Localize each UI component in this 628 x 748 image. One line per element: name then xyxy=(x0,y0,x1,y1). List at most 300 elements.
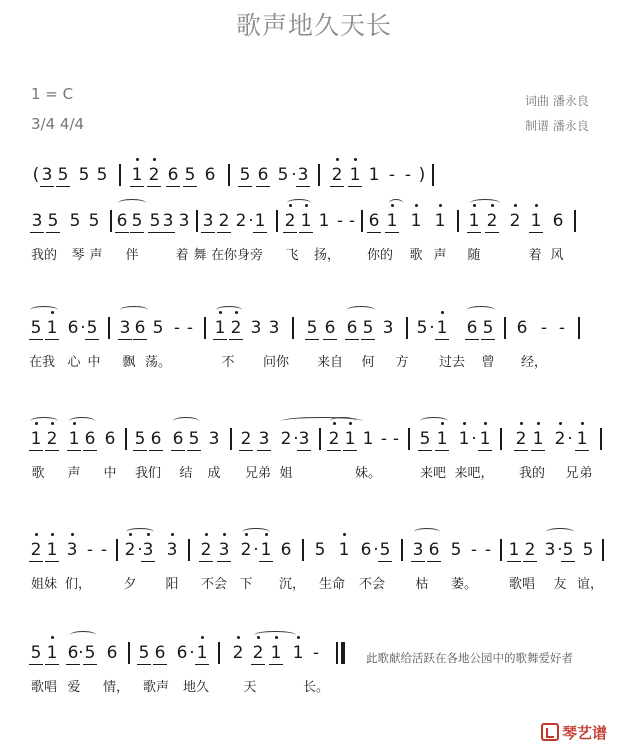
note: 2 xyxy=(240,429,252,449)
note: 1 xyxy=(46,540,58,560)
note: 5 xyxy=(78,165,90,185)
note: 3 xyxy=(218,540,230,560)
score-system-2 xyxy=(30,208,610,234)
note: 3 xyxy=(31,211,43,231)
underline-beam xyxy=(367,232,381,233)
note: 1 xyxy=(30,429,42,449)
underline-beam xyxy=(435,339,449,340)
barline xyxy=(504,317,506,339)
underline-beam xyxy=(478,450,492,451)
underline-beam xyxy=(323,339,337,340)
octave-dot-high xyxy=(71,533,74,536)
final-barline xyxy=(341,642,345,664)
note: 3 xyxy=(162,211,174,231)
note: 6 xyxy=(116,211,128,231)
underline-beam xyxy=(256,186,270,187)
note: 1 xyxy=(131,165,143,185)
underline-beam xyxy=(29,450,43,451)
lyric: 来吧， xyxy=(454,466,494,481)
note: 1 xyxy=(436,318,448,338)
lyrics-line-4 xyxy=(30,462,610,480)
note: 2 xyxy=(46,429,58,449)
note: 5 xyxy=(149,211,161,231)
octave-dot-high xyxy=(463,422,466,425)
underline-beam xyxy=(115,232,129,233)
dot-augment: · xyxy=(137,540,143,560)
underline-beam xyxy=(385,232,399,233)
note: 5 xyxy=(84,643,96,663)
underline-beam xyxy=(130,186,144,187)
barline xyxy=(361,210,363,232)
barline xyxy=(218,642,220,664)
octave-dot-high xyxy=(205,533,208,536)
dot-augment: · xyxy=(189,643,195,663)
barline xyxy=(292,317,294,339)
note: 3 xyxy=(258,429,270,449)
note: 5 xyxy=(450,540,462,560)
underline-beam xyxy=(485,232,499,233)
slur xyxy=(287,199,311,207)
lyric: 声 xyxy=(67,466,81,481)
note: 2 xyxy=(486,211,498,231)
note: 2 xyxy=(280,429,292,449)
note: 6 xyxy=(104,429,116,449)
underline-beam xyxy=(345,339,359,340)
dot-augment: · xyxy=(373,540,379,560)
lyric: 飘 xyxy=(122,355,136,370)
lyric: 兄 xyxy=(565,466,579,481)
note: 3 xyxy=(382,318,394,338)
dot-augment: · xyxy=(471,429,477,449)
underline-beam xyxy=(199,561,213,562)
underline-beam xyxy=(435,450,449,451)
note: 1 xyxy=(468,211,480,231)
note: 5 xyxy=(582,540,594,560)
slur xyxy=(470,199,500,207)
note: 5 xyxy=(239,165,251,185)
underline-beam xyxy=(45,450,59,451)
note: 2 xyxy=(148,165,160,185)
slur xyxy=(242,528,270,536)
note: 6 xyxy=(67,318,79,338)
note: ) xyxy=(418,165,426,185)
note: 5 xyxy=(184,165,196,185)
note: 5 xyxy=(306,318,318,338)
note: 1 xyxy=(300,211,312,231)
lyric: 随 xyxy=(467,248,481,263)
octave-dot-high xyxy=(559,422,562,425)
lyric: 歌唱 xyxy=(508,577,536,592)
note: 1 xyxy=(458,429,470,449)
octave-dot-high xyxy=(153,158,156,161)
lyric: 中 xyxy=(103,466,117,481)
lyric: 不会 xyxy=(200,577,228,592)
octave-dot-high xyxy=(336,158,339,161)
note: 6 xyxy=(172,429,184,449)
underline-beam xyxy=(257,450,271,451)
underline-beam xyxy=(195,664,209,665)
octave-dot-high xyxy=(136,158,139,161)
dot-augment: · xyxy=(78,643,84,663)
note: 1 xyxy=(260,540,272,560)
lyric: 不会 xyxy=(358,577,386,592)
slur xyxy=(347,306,375,314)
barline xyxy=(578,317,580,339)
note: 1 xyxy=(196,643,208,663)
octave-dot-high xyxy=(581,422,584,425)
lyric: 来吧 xyxy=(419,466,447,481)
note: 1 xyxy=(386,211,398,231)
underline-beam xyxy=(29,561,43,562)
barline xyxy=(457,210,459,232)
barline xyxy=(500,539,502,561)
underline-beam xyxy=(269,664,283,665)
note: 1 xyxy=(349,165,361,185)
note: 6 xyxy=(516,318,528,338)
note: 6 xyxy=(134,318,146,338)
slur xyxy=(70,631,96,639)
note: 2 xyxy=(515,429,527,449)
lyric: 天 xyxy=(243,680,257,695)
credits-score: 制谱 潘永良 xyxy=(525,119,589,133)
note: 1 xyxy=(576,429,588,449)
lyric: 我的 xyxy=(30,248,58,263)
note: 6 xyxy=(150,429,162,449)
barline xyxy=(116,539,118,561)
lyric: 扬， xyxy=(313,248,341,263)
barline xyxy=(401,539,403,561)
dash-hold: - xyxy=(388,165,396,185)
barline xyxy=(276,210,278,232)
note: 1 xyxy=(508,540,520,560)
note: ( xyxy=(32,165,40,185)
lyric: 方 xyxy=(395,355,409,370)
slur xyxy=(216,306,242,314)
note: 2 xyxy=(230,318,242,338)
note: 3 xyxy=(208,429,220,449)
octave-dot-high xyxy=(51,533,54,536)
note: 1 xyxy=(532,429,544,449)
lyric: 爱 xyxy=(67,680,81,695)
dedication-note: 此歌献给活跃在各地公园中的歌舞爱好者 xyxy=(366,651,573,665)
underline-beam xyxy=(29,664,43,665)
lyric: 情， xyxy=(102,680,130,695)
dash-hold: - xyxy=(186,318,194,338)
octave-dot-high xyxy=(535,204,538,207)
underline-beam xyxy=(465,339,479,340)
note: 5 xyxy=(188,429,200,449)
slur xyxy=(254,631,296,639)
lyric: 着 xyxy=(528,248,542,263)
lyric: 歌 xyxy=(409,248,423,263)
dash-hold: - xyxy=(470,540,478,560)
lyric: 姐 xyxy=(279,466,293,481)
note: 1 xyxy=(214,318,226,338)
octave-dot-high xyxy=(537,422,540,425)
note: 6 xyxy=(84,429,96,449)
underline-beam xyxy=(238,186,252,187)
note: 2 xyxy=(328,429,340,449)
dash-hold: - xyxy=(540,318,548,338)
underline-beam xyxy=(85,339,99,340)
lyric: 在我 xyxy=(28,355,56,370)
lyric: 兄弟 xyxy=(244,466,272,481)
octave-dot-high xyxy=(354,158,357,161)
note: 2 xyxy=(124,540,136,560)
slur xyxy=(467,306,495,314)
slur xyxy=(120,306,148,314)
slur xyxy=(126,528,154,536)
note: 3 xyxy=(412,540,424,560)
lyric: 过去 xyxy=(438,355,466,370)
underline-beam xyxy=(137,664,151,665)
underline-beam xyxy=(187,450,201,451)
underline-beam xyxy=(147,186,161,187)
octave-dot-high xyxy=(520,422,523,425)
note: 5 xyxy=(419,429,431,449)
underline-beam xyxy=(575,450,589,451)
barline xyxy=(110,210,112,232)
note: 3 xyxy=(297,165,309,185)
lyric: 声 xyxy=(433,248,447,263)
lyric: 歌 xyxy=(31,466,45,481)
lyric: 萎。 xyxy=(450,577,478,592)
lyric: 荡。 xyxy=(144,355,172,370)
time-signature: 3/4 4/4 xyxy=(31,115,85,133)
qinyipu-logo-icon xyxy=(541,723,559,741)
underline-beam xyxy=(327,450,341,451)
dot-augment: · xyxy=(429,318,435,338)
underline-beam xyxy=(83,664,97,665)
underline-beam xyxy=(118,339,132,340)
note: 6 xyxy=(204,165,216,185)
lyric: 伴 xyxy=(125,248,139,263)
slur xyxy=(30,306,58,314)
barline xyxy=(406,317,408,339)
underline-beam xyxy=(171,450,185,451)
slur xyxy=(30,417,58,425)
note: 2 xyxy=(240,540,252,560)
slur xyxy=(173,417,199,425)
lyric: 我的 xyxy=(518,466,546,481)
note: 6 xyxy=(280,540,292,560)
barline xyxy=(600,428,602,450)
note: 3 xyxy=(202,211,214,231)
lyric: 枯 xyxy=(415,577,429,592)
lyric: 歌声 xyxy=(142,680,170,695)
note: 1 xyxy=(344,429,356,449)
note: 1 xyxy=(318,211,330,231)
note: 2 xyxy=(30,540,42,560)
note: 6 xyxy=(346,318,358,338)
note: 2 xyxy=(284,211,296,231)
underline-beam xyxy=(45,561,59,562)
note: 2 xyxy=(554,429,566,449)
barline xyxy=(128,642,130,664)
note: 1 xyxy=(338,540,350,560)
lyric: 曾 xyxy=(481,355,495,370)
underline-beam xyxy=(411,561,425,562)
barline xyxy=(319,428,321,450)
underline-beam xyxy=(217,561,231,562)
barline xyxy=(574,210,576,232)
note: 2 xyxy=(252,643,264,663)
underline-beam xyxy=(130,232,144,233)
underline-beam xyxy=(427,561,441,562)
barline xyxy=(302,539,304,561)
underline-beam xyxy=(523,561,537,562)
lyric: 妹。 xyxy=(354,466,382,481)
lyric: 风 xyxy=(550,248,564,263)
underline-beam xyxy=(45,664,59,665)
score-system-5 xyxy=(30,537,610,563)
underline-beam xyxy=(297,450,311,451)
barline xyxy=(408,428,410,450)
octave-dot-high xyxy=(171,533,174,536)
note: 6 xyxy=(360,540,372,560)
dash-hold: - xyxy=(173,318,181,338)
dash-hold: - xyxy=(336,211,344,231)
score-system-1 xyxy=(30,162,610,188)
underline-beam xyxy=(361,339,375,340)
lyric: 友 xyxy=(553,577,567,592)
note: 5 xyxy=(57,165,69,185)
octave-dot-high xyxy=(415,204,418,207)
dash-hold: - xyxy=(348,211,356,231)
note: 1 xyxy=(46,318,58,338)
note: 5 xyxy=(138,643,150,663)
underline-beam xyxy=(283,232,297,233)
dash-hold: - xyxy=(558,318,566,338)
lyric: 们， xyxy=(64,577,92,592)
lyric: 沉， xyxy=(278,577,306,592)
underline-beam xyxy=(161,232,175,233)
lyric: 姐妹 xyxy=(30,577,58,592)
underline-beam xyxy=(30,232,44,233)
note: 1 xyxy=(434,211,446,231)
underline-beam xyxy=(467,232,481,233)
note: 6 xyxy=(106,643,118,663)
underline-beam xyxy=(299,232,313,233)
barline xyxy=(336,642,338,664)
underline-beam xyxy=(148,232,162,233)
note: 1 xyxy=(270,643,282,663)
lyric: 琴 xyxy=(71,248,85,263)
underline-beam xyxy=(348,186,362,187)
note: 3 xyxy=(66,540,78,560)
underline-beam xyxy=(153,664,167,665)
underline-beam xyxy=(531,450,545,451)
note: 3 xyxy=(268,318,280,338)
note: 1 xyxy=(292,643,304,663)
logo-text: 琴艺谱 xyxy=(562,723,608,742)
dot-augment: · xyxy=(248,211,254,231)
octave-dot-high xyxy=(237,636,240,639)
underline-beam xyxy=(529,232,543,233)
note: 1 xyxy=(46,643,58,663)
underline-beam xyxy=(133,339,147,340)
octave-dot-high xyxy=(297,636,300,639)
lyric: 阳 xyxy=(165,577,179,592)
dot-augment: · xyxy=(567,429,573,449)
note: 5 xyxy=(47,211,59,231)
lyric: 弟 xyxy=(579,466,593,481)
barline xyxy=(125,428,127,450)
note: 5 xyxy=(416,318,428,338)
dash-hold: - xyxy=(484,540,492,560)
underline-beam xyxy=(213,339,227,340)
octave-dot-high xyxy=(201,636,204,639)
octave-dot-high xyxy=(35,533,38,536)
dot-augment: · xyxy=(557,540,563,560)
note: 5 xyxy=(30,318,42,338)
note: 2 xyxy=(218,211,230,231)
note: 5 xyxy=(379,540,391,560)
underline-beam xyxy=(46,232,60,233)
note: 5 xyxy=(562,540,574,560)
lyric: 你的 xyxy=(366,248,394,263)
note: 2 xyxy=(200,540,212,560)
note: 2 xyxy=(331,165,343,185)
octave-dot-high xyxy=(439,204,442,207)
barline xyxy=(108,317,110,339)
note: 2 xyxy=(509,211,521,231)
underline-beam xyxy=(83,450,97,451)
note: 6 xyxy=(154,643,166,663)
score-system-4 xyxy=(30,426,610,452)
site-logo xyxy=(541,720,621,744)
underline-beam xyxy=(133,450,147,451)
barline xyxy=(188,539,190,561)
underline-beam xyxy=(251,664,265,665)
dash-hold: - xyxy=(404,165,412,185)
octave-dot-high xyxy=(484,422,487,425)
underline-beam xyxy=(239,450,253,451)
underline-beam xyxy=(343,450,357,451)
underline-beam xyxy=(29,339,43,340)
underline-beam xyxy=(56,186,70,187)
note: 1 xyxy=(368,165,380,185)
note: 6 xyxy=(324,318,336,338)
lyrics-line-6 xyxy=(30,676,610,694)
underline-beam xyxy=(296,186,310,187)
slur xyxy=(389,199,403,207)
underline-beam xyxy=(201,232,215,233)
note: 5 xyxy=(134,429,146,449)
note: 2 xyxy=(232,643,244,663)
octave-dot-high xyxy=(223,533,226,536)
lyric: 中 xyxy=(87,355,101,370)
note: 1 xyxy=(436,429,448,449)
note: 1 xyxy=(479,429,491,449)
note: 5 xyxy=(314,540,326,560)
underline-beam xyxy=(378,561,392,562)
barline xyxy=(119,164,121,186)
underline-beam xyxy=(514,450,528,451)
note: 2 xyxy=(524,540,536,560)
slur xyxy=(118,199,146,207)
lyrics-line-2 xyxy=(30,244,610,262)
slur xyxy=(414,528,440,536)
note: 3 xyxy=(142,540,154,560)
underline-beam xyxy=(149,450,163,451)
note: 3 xyxy=(178,211,190,231)
underline-beam xyxy=(229,339,243,340)
lyric: 歌唱 xyxy=(30,680,58,695)
note: 6 xyxy=(552,211,564,231)
note: 5 xyxy=(69,211,81,231)
note: 3 xyxy=(41,165,53,185)
